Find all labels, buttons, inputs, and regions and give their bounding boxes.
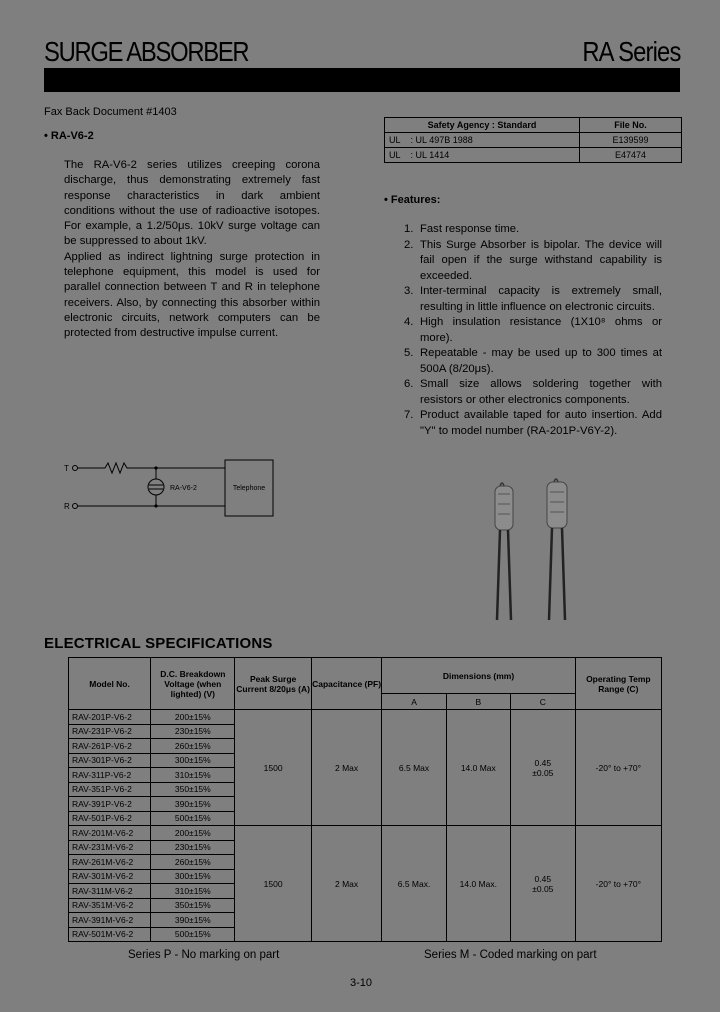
item-text: Repeatable - may be used up to 300 times at 500A (8/20μs). xyxy=(420,347,662,375)
model-heading: • RA-V6-2 xyxy=(44,130,94,142)
list-item xyxy=(404,315,662,346)
breakdown-voltage: 350±15% xyxy=(151,782,235,797)
header-temp: Operating Temp Range (C) xyxy=(575,658,661,710)
model-number: RAV-501M-V6-2 xyxy=(69,927,151,942)
telephone-label: Telephone xyxy=(232,485,266,492)
item-text: This Surge Absorber is bipolar. The device will fail open if the surge withstand capability is exceeded. xyxy=(420,238,662,282)
footnote-series-m: Series M - Coded marking on part xyxy=(424,949,597,961)
absorber-electrodes xyxy=(149,485,163,489)
capacitance: 2 Max xyxy=(311,710,382,826)
list-item xyxy=(404,346,662,377)
breakdown-voltage: 260±15% xyxy=(151,855,235,870)
capacitance: 2 Max xyxy=(311,826,382,942)
fax-document-number: Fax Back Document #1403 xyxy=(44,106,177,118)
model-number: RAV-201P-V6-2 xyxy=(69,710,151,725)
description-paragraph: The RA-V6-2 series utilizes creeping corona discharge, thus demonstrating extremely fast response characteristics in dark ambient conditions without the use of radioactive isotopes. For example, a 1.2/50μs. 10kV surge voltage can be suppressed to about 1kV. xyxy=(64,159,320,248)
operating-temp: -20° to +70° xyxy=(575,826,661,942)
safety-agency-cell xyxy=(385,148,580,163)
operating-temp: -20° to +70° xyxy=(575,710,661,826)
item-text: High insulation resistance (1X10⁸ ohms or more). xyxy=(420,316,662,344)
item-number: 1. xyxy=(404,223,414,235)
breakdown-voltage: 200±15% xyxy=(151,826,235,841)
item-number: 7. xyxy=(404,409,414,421)
absorber-component-left xyxy=(495,483,513,620)
dimension-b: 14.0 Max xyxy=(446,710,510,826)
breakdown-voltage: 300±15% xyxy=(151,869,235,884)
model-number: RAV-501P-V6-2 xyxy=(69,811,151,826)
model-number: RAV-391P-V6-2 xyxy=(69,797,151,812)
absorber-symbol xyxy=(148,479,164,495)
breakdown-voltage: 350±15% xyxy=(151,898,235,913)
description xyxy=(64,158,320,342)
header-surge: Peak Surge Current 8/20μs (A) xyxy=(235,658,311,710)
circuit-diagram xyxy=(60,455,290,525)
model-number: RAV-261M-V6-2 xyxy=(69,855,151,870)
junction-dot xyxy=(154,504,157,507)
header-breakdown: D.C. Breakdown Voltage (when lighted) (V) xyxy=(151,658,235,710)
breakdown-voltage: 260±15% xyxy=(151,739,235,754)
model-number: RAV-301M-V6-2 xyxy=(69,869,151,884)
section-title: ELECTRICAL SPECIFICATIONS xyxy=(44,635,273,652)
item-number: 2. xyxy=(404,238,414,251)
features-list xyxy=(404,222,662,439)
dimension-b: 14.0 Max. xyxy=(446,826,510,942)
list-item xyxy=(404,408,662,439)
model-number: RAV-351P-V6-2 xyxy=(69,782,151,797)
item-number: 6. xyxy=(404,378,414,390)
model-number: RAV-311M-V6-2 xyxy=(69,884,151,899)
safety-header-file: File No. xyxy=(580,118,682,133)
dimension-c: 0.45 ±0.05 xyxy=(510,710,575,826)
item-number: 4. xyxy=(404,316,414,328)
safety-agency-cell xyxy=(385,133,580,148)
model-number: RAV-311P-V6-2 xyxy=(69,768,151,783)
dimension-a: 6.5 Max. xyxy=(382,826,446,942)
item-text: Small size allows soldering together with resistors or other electronics components. xyxy=(420,378,662,406)
model-number: RAV-231P-V6-2 xyxy=(69,724,151,739)
dimension-a: 6.5 Max xyxy=(382,710,446,826)
page-number: 3-10 xyxy=(350,977,373,989)
list-item xyxy=(404,377,662,408)
table-row xyxy=(385,148,682,163)
absorber-component-right xyxy=(547,479,567,620)
header-dim-c: C xyxy=(510,694,575,710)
safety-agency-table xyxy=(384,117,682,163)
terminal-r xyxy=(73,504,78,509)
terminal-t xyxy=(73,466,78,471)
terminal-t-label: T xyxy=(64,464,69,473)
breakdown-voltage: 500±15% xyxy=(151,811,235,826)
header-capacitance: Capacitance (PF) xyxy=(311,658,382,710)
file-number: E139599 xyxy=(580,133,682,148)
breakdown-voltage: 230±15% xyxy=(151,840,235,855)
table-row xyxy=(69,710,662,725)
breakdown-voltage: 310±15% xyxy=(151,768,235,783)
item-text: Inter-terminal capacity is extremely small, resulting in little influence on electronic circuits. xyxy=(420,285,662,313)
breakdown-voltage: 390±15% xyxy=(151,797,235,812)
item-text: Fast response time. xyxy=(420,223,520,235)
junction-dot xyxy=(154,466,157,469)
breakdown-voltage: 300±15% xyxy=(151,753,235,768)
model-number: RAV-231M-V6-2 xyxy=(69,840,151,855)
table-row xyxy=(69,826,662,841)
list-item xyxy=(404,284,662,315)
page-title: SURGE ABSORBER xyxy=(44,36,249,67)
standard: : UL 1414 xyxy=(410,150,450,160)
header-bar xyxy=(44,68,680,92)
specifications-table xyxy=(68,657,662,942)
table-row xyxy=(385,133,682,148)
breakdown-voltage: 500±15% xyxy=(151,927,235,942)
header-dim-b: B xyxy=(446,694,510,710)
header-dim-a: A xyxy=(382,694,446,710)
file-number: E47474 xyxy=(580,148,682,163)
item-text: Product available taped for auto insertion. Add "Y" to model number (RA-201P-V6Y-2). xyxy=(420,409,662,437)
footnote-series-p: Series P - No marking on part xyxy=(128,949,280,961)
header-dimensions: Dimensions (mm) xyxy=(382,658,575,694)
agency: UL xyxy=(389,150,401,160)
header-model: Model No. xyxy=(69,658,151,710)
series-title: RA Series xyxy=(581,36,680,67)
absorber-label: RA-V6-2 xyxy=(170,485,197,492)
specifications-body xyxy=(69,710,662,942)
item-number: 5. xyxy=(404,347,414,359)
dimension-c: 0.45 ±0.05 xyxy=(510,826,575,942)
safety-header-agency: Safety Agency : Standard xyxy=(385,118,580,133)
product-photo xyxy=(480,472,590,622)
list-item xyxy=(404,222,662,238)
model-number: RAV-301P-V6-2 xyxy=(69,753,151,768)
model-number: RAV-351M-V6-2 xyxy=(69,898,151,913)
peak-surge-current: 1500 xyxy=(235,710,311,826)
model-number: RAV-261P-V6-2 xyxy=(69,739,151,754)
model-number: RAV-391M-V6-2 xyxy=(69,913,151,928)
description-paragraph: Applied as indirect lightning surge protection in telephone equipment, this model is used for parallel connection between T and R in telephone receivers. Also, by connecting this absorber within electronic circuits, network computers can be protected from destructive impulse current. xyxy=(64,250,320,340)
breakdown-voltage: 230±15% xyxy=(151,724,235,739)
resistor-wire xyxy=(78,463,226,473)
breakdown-voltage: 390±15% xyxy=(151,913,235,928)
terminal-r-label: R xyxy=(64,502,70,511)
list-item xyxy=(404,238,662,285)
model-number: RAV-201M-V6-2 xyxy=(69,826,151,841)
breakdown-voltage: 200±15% xyxy=(151,710,235,725)
breakdown-voltage: 310±15% xyxy=(151,884,235,899)
agency: UL xyxy=(389,135,401,145)
peak-surge-current: 1500 xyxy=(235,826,311,942)
standard: : UL 497B 1988 xyxy=(410,135,473,145)
features-heading: • Features: xyxy=(384,194,441,206)
item-number: 3. xyxy=(404,285,414,297)
